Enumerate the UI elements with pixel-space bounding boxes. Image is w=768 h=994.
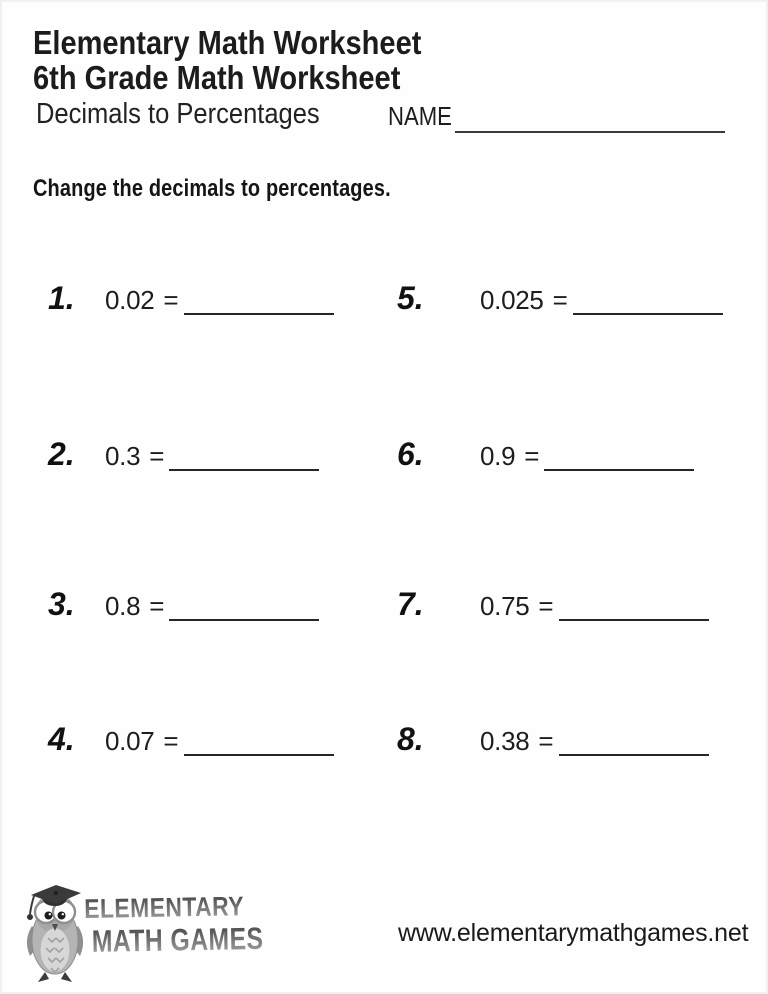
problem-decimal: 0.02 (105, 285, 155, 315)
logo-text-line2: MATH GAMES (91, 920, 264, 959)
name-fill-line (455, 131, 725, 133)
problem-row-7 (397, 586, 709, 628)
problem-number: 6. (397, 436, 424, 472)
name-label: NAME (388, 101, 452, 131)
problem-number: 3. (48, 586, 75, 622)
logo-wordmark (84, 892, 307, 957)
problem-decimal: 0.9 (480, 441, 516, 471)
answer-blank (573, 311, 723, 315)
owl-graduation-cap-icon (22, 880, 88, 984)
problem-row-1 (48, 280, 334, 322)
problem-decimal: 0.75 (480, 591, 530, 621)
problem-decimal: 0.07 (105, 726, 155, 756)
answer-blank (184, 311, 334, 315)
problem-row-2 (48, 436, 319, 478)
problem-decimal: 0.3 (105, 441, 141, 471)
equals-sign: = (163, 726, 179, 756)
problem-row-3 (48, 586, 319, 628)
answer-blank (559, 617, 709, 621)
answer-blank (169, 467, 319, 471)
problem-number: 8. (397, 721, 424, 757)
problem-number: 4. (48, 721, 75, 757)
website-url: www.elementarymathgames.net (398, 919, 749, 947)
problem-number: 5. (397, 280, 424, 316)
answer-blank (544, 467, 694, 471)
answer-blank (184, 752, 334, 756)
page-title: Elementary Math Worksheet (33, 24, 422, 61)
equals-sign: = (538, 591, 554, 621)
equals-sign: = (149, 441, 165, 471)
equals-sign: = (524, 441, 540, 471)
page-subtitle-grade: 6th Grade Math Worksheet (33, 59, 401, 96)
equals-sign: = (552, 285, 568, 315)
problem-row-6 (397, 436, 694, 478)
problem-decimal: 0.8 (105, 591, 141, 621)
problem-row-4 (48, 721, 334, 763)
instruction-text: Change the decimals to percentages. (33, 175, 391, 202)
answer-blank (169, 617, 319, 621)
problem-number: 1. (48, 280, 75, 316)
problem-number: 7. (397, 586, 424, 622)
problem-row-8 (397, 721, 709, 763)
equals-sign: = (538, 726, 554, 756)
problem-decimal: 0.025 (480, 285, 544, 315)
equals-sign: = (163, 285, 179, 315)
problem-number: 2. (48, 436, 75, 472)
problem-row-5 (397, 280, 723, 322)
logo-text-line1: ELEMENTARY (84, 893, 273, 923)
problem-decimal: 0.38 (480, 726, 530, 756)
answer-blank (559, 752, 709, 756)
worksheet-topic-title: Decimals to Percentages (36, 98, 320, 130)
equals-sign: = (149, 591, 165, 621)
